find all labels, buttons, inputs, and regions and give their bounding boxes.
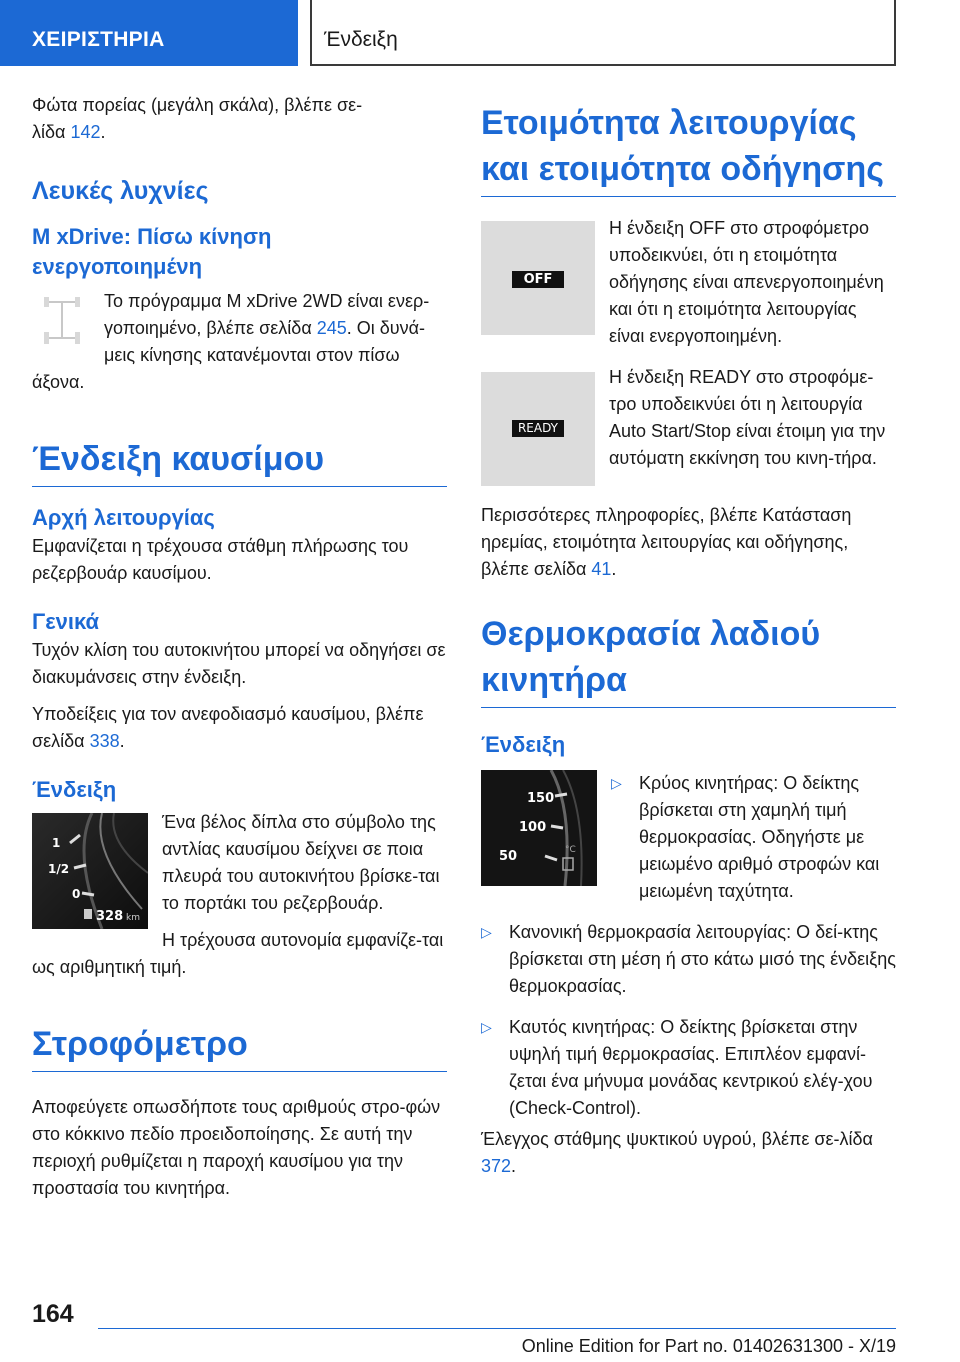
lights-heading: Λευκές λυχνίες	[32, 177, 209, 205]
range-unit: km	[126, 913, 140, 923]
page-link-338[interactable]: 338	[89, 731, 120, 751]
gauge-tick-full: 1	[52, 836, 61, 850]
gauge-tick-half: 1/2	[48, 862, 70, 876]
right-column	[481, 100, 896, 1180]
footer-divider	[98, 1328, 896, 1329]
ready-badge: READY	[512, 420, 564, 437]
xdrive-paragraph: Το πρόγραμμα M xDrive 2WD είναι ενερ-γοποιημένο, βλέπε σελίδα 245. Οι δυνά-μεις κίνησης κατανέμονται στον πίσω άξονα.	[32, 291, 430, 392]
page-link-245[interactable]: 245	[316, 318, 347, 338]
off-indicator-image	[481, 221, 595, 335]
section-title: Ένδειξη	[310, 0, 896, 66]
chapter-tab: ΧΕΙΡΙΣΤΗΡΙΑ	[0, 0, 298, 66]
off-paragraph: Η ένδειξη OFF στο στροφόμετρο υποδεικνύει, ότι η ετοιμότητα οδήγησης είναι απενεργοποιημένη και ότι η ετοιμότητα λειτουργίας είναι ενεργοποιημένη.	[609, 218, 884, 346]
general-heading: Γενικά	[32, 609, 100, 634]
triangle-bullet-icon: ▷	[481, 924, 492, 940]
coolant-paragraph: Έλεγχος στάθμης ψυκτικού υγρού, βλέπε σε-λίδα 372.	[481, 1129, 873, 1176]
gauge-tick-empty: 0	[72, 887, 81, 901]
ready-paragraph: Η ένδειξη READY στο στροφόμε-τρο υποδεικνύει ότι η λειτουργία Auto Start/Stop είναι έτοιμη για την αυτόματη εκκίνηση του κινη-τήρα.	[609, 367, 886, 468]
tachometer-paragraph: Αποφεύγετε οπωσδήποτε τους αριθμούς στρο-φών στο κόκκινο πεδίο προειδοποίησης. Σε αυτή την περιοχή ρυθμίζεται η παροχή καυσίμου για την προστασία του κινητήρα.	[32, 1097, 441, 1198]
temp-tick-150: 150	[527, 791, 555, 806]
intro-paragraph: Φώτα πορείας (μεγάλη σκάλα), βλέπε σε- λίδα 142.	[32, 95, 363, 142]
oil-display-heading: Ένδειξη	[481, 732, 566, 757]
page-link-41[interactable]: 41	[591, 559, 612, 579]
general-paragraph-1: Τυχόν κλίση του αυτοκινήτου μπορεί να οδηγήσει σε διακυμάνσεις στην ένδειξη.	[32, 640, 446, 687]
temperature-gauge-image	[481, 770, 597, 886]
display-paragraph-2: Η τρέχουσα αυτονομία εμφανίζε-ται ως αριθμητική τιμή.	[32, 930, 444, 977]
temp-unit: °C	[565, 845, 576, 855]
tachometer-heading: Στροφόμετρο	[32, 1021, 447, 1072]
ready-heading: Ετοιμότητα λειτουργίας και ετοιμότητα οδήγησης	[481, 100, 896, 197]
temp-tick-50: 50	[499, 849, 518, 864]
left-column	[32, 92, 447, 1202]
triangle-bullet-icon: ▷	[611, 775, 622, 791]
more-info-paragraph: Περισσότερες πληροφορίες, βλέπε Κατάσταση ηρεμίας, ετοιμότητα λειτουργίας και οδήγησης, βλέπε σελίδα 41.	[481, 505, 852, 579]
rear-wheel-drive-icon	[34, 292, 90, 348]
oil-temperature-heading: Θερμοκρασία λαδιού κινητήρα	[481, 611, 896, 708]
display-paragraph-1: Ένα βέλος δίπλα στο σύμβολο της αντλίας καυσίμου δείχνει σε ποια πλευρά του αυτοκινήτου βρίσκε-ται το πορτάκι του ρεζερβουάρ.	[162, 812, 440, 913]
principle-heading: Αρχή λειτουργίας	[32, 505, 215, 530]
range-value: 328	[96, 909, 124, 924]
page-number: 164	[32, 1300, 74, 1328]
principle-paragraph: Εμφανίζεται η τρέχουσα στάθμη πλήρωσης του ρεζερβουάρ καυσίμου.	[32, 536, 409, 583]
bullet-hot-engine: ▷ Καυτός κινητήρας: Ο δείκτης βρίσκεται στην υψηλή τιμή θερμοκρασίας. Επιπλέον εμφανί-ζεται ένα μήνυμα μονάδας κεντρικού ελέγ-χου (Check-Control).	[481, 1014, 896, 1122]
fuel-gauge-heading: Ένδειξη καυσίμου	[32, 436, 447, 487]
bullet-normal-temperature: ▷ Κανονική θερμοκρασία λειτουργίας: Ο δεί-κτης βρίσκεται στη μέση ή στο κάτω μισό της ένδειξης θερμοκρασίας.	[481, 919, 896, 1000]
bullet-cold-engine: ▷ Κρύος κινητήρας: Ο δείκτης βρίσκεται στη χαμηλή τιμή θερμοκρασίας. Οδηγήστε με μειωμένο αριθμό στροφών και μειωμένη ταχύτητα.	[611, 770, 896, 905]
fuel-gauge-image	[32, 813, 148, 929]
general-paragraph-2: Υποδείξεις για τον ανεφοδιασμό καυσίμου, βλέπε σελίδα 338.	[32, 704, 424, 751]
display-heading: Ένδειξη	[32, 777, 117, 802]
triangle-bullet-icon: ▷	[481, 1019, 492, 1035]
temp-tick-100: 100	[519, 820, 547, 835]
edition-note: Online Edition for Part no. 01402631300 - X/19	[521, 1336, 896, 1356]
ready-indicator-image	[481, 372, 595, 486]
xdrive-heading: M xDrive: Πίσω κίνηση ενεργοποιημένη	[32, 224, 272, 279]
off-badge: OFF	[512, 271, 564, 288]
page-link-372[interactable]: 372	[481, 1156, 512, 1176]
page-link-142[interactable]: 142	[70, 122, 101, 142]
